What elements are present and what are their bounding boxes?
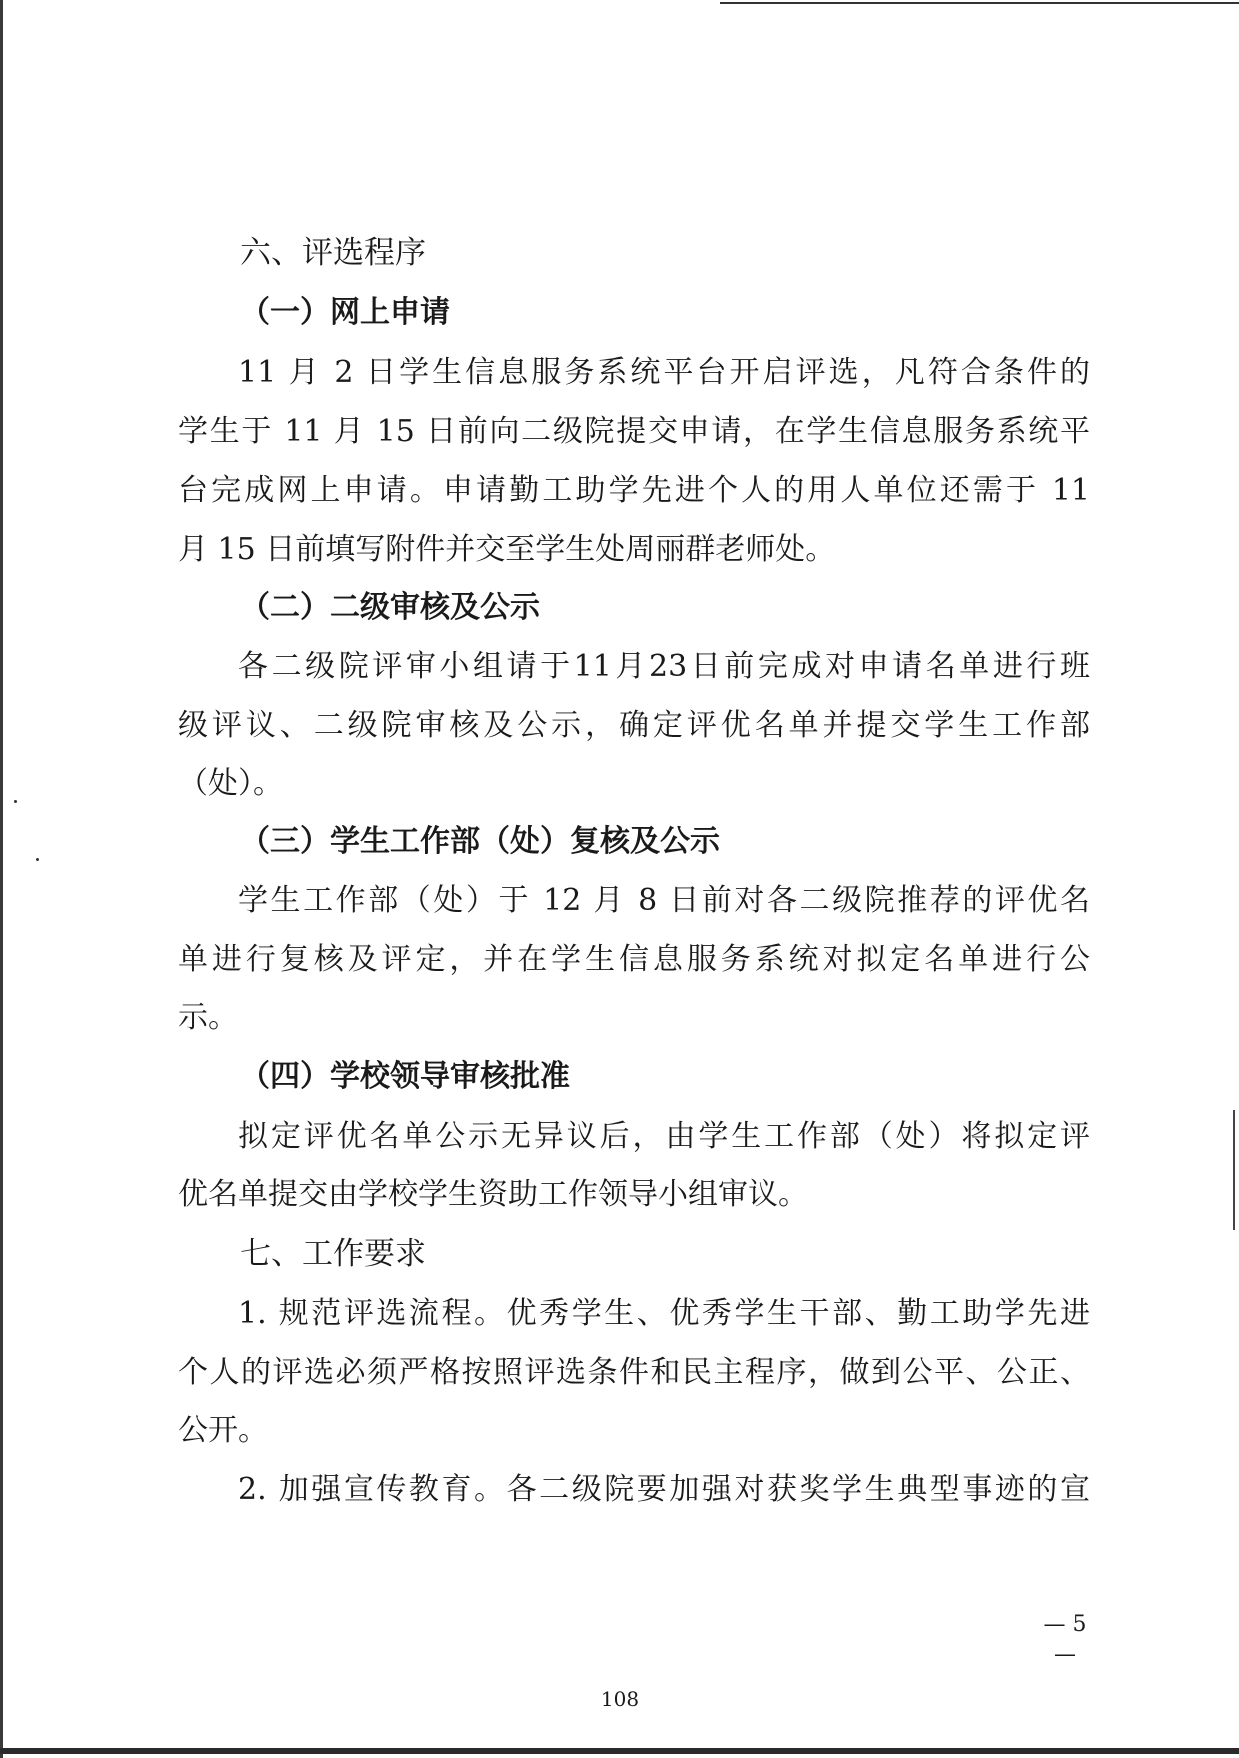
page-mark: — 5 —: [1043, 1612, 1087, 1667]
scan-edge-top: [720, 2, 1239, 4]
paragraph-line: 2. 加强宣传教育。各二级院要加强对获奖学生典型事迹的宣: [238, 1472, 1090, 1507]
paragraph-line: 月 15 日前填写附件并交至学生处周丽群老师处。: [178, 532, 836, 567]
subsection-title-6-4: （四）学校领导审核批准: [240, 1059, 570, 1094]
paragraph-line: 学生工作部（处）于 12 月 8 日前对各二级院推荐的评优名: [238, 883, 1090, 918]
paragraph-line: 台完成网上申请。申请勤工助学先进个人的用人单位还需于 11: [178, 473, 1090, 508]
paragraph-line: 拟定评优名单公示无异议后，由学生工作部（处）将拟定评: [238, 1119, 1090, 1154]
section-title-7: 七、工作要求: [240, 1236, 426, 1272]
scan-edge-left: [0, 0, 3, 1758]
paragraph-line: 公开。: [178, 1413, 268, 1448]
subsection-title-6-2: （二）二级审核及公示: [240, 590, 540, 625]
scan-speck: [14, 800, 17, 803]
paragraph-line: 各二级院评审小组请于11月23日前完成对申请名单进行班: [238, 649, 1090, 684]
subsection-title-6-3: （三）学生工作部（处）复核及公示: [240, 824, 720, 859]
paragraph-line: 学生于 11 月 15 日前向二级院提交申请，在学生信息服务系统平: [178, 414, 1090, 449]
subsection-title-6-1: （一）网上申请: [240, 295, 450, 330]
scan-speck: [36, 858, 39, 861]
paragraph-line: 个人的评选必须严格按照评选条件和民主程序，做到公平、公正、: [178, 1355, 1090, 1390]
paragraph-line: 1. 规范评选流程。优秀学生、优秀学生干部、勤工助学先进: [238, 1296, 1090, 1331]
scan-edge-bottom: [0, 1748, 1239, 1754]
paragraph-line: （处）。: [178, 766, 283, 801]
section-title-6: 六、评选程序: [240, 235, 426, 271]
paragraph-line: 11 月 2 日学生信息服务系统平台开启评选，凡符合条件的: [238, 355, 1090, 390]
paragraph-line: 示。: [178, 1000, 238, 1035]
paragraph-line: 单进行复核及评定，并在学生信息服务系统对拟定名单进行公: [178, 942, 1090, 977]
page-number: 108: [600, 1687, 640, 1711]
paragraph-line: 级评议、二级院审核及公示，确定评优名单并提交学生工作部: [178, 708, 1090, 743]
paragraph-line: 优名单提交由学校学生资助工作领导小组审议。: [178, 1177, 808, 1212]
scan-edge-right: [1233, 1110, 1235, 1230]
